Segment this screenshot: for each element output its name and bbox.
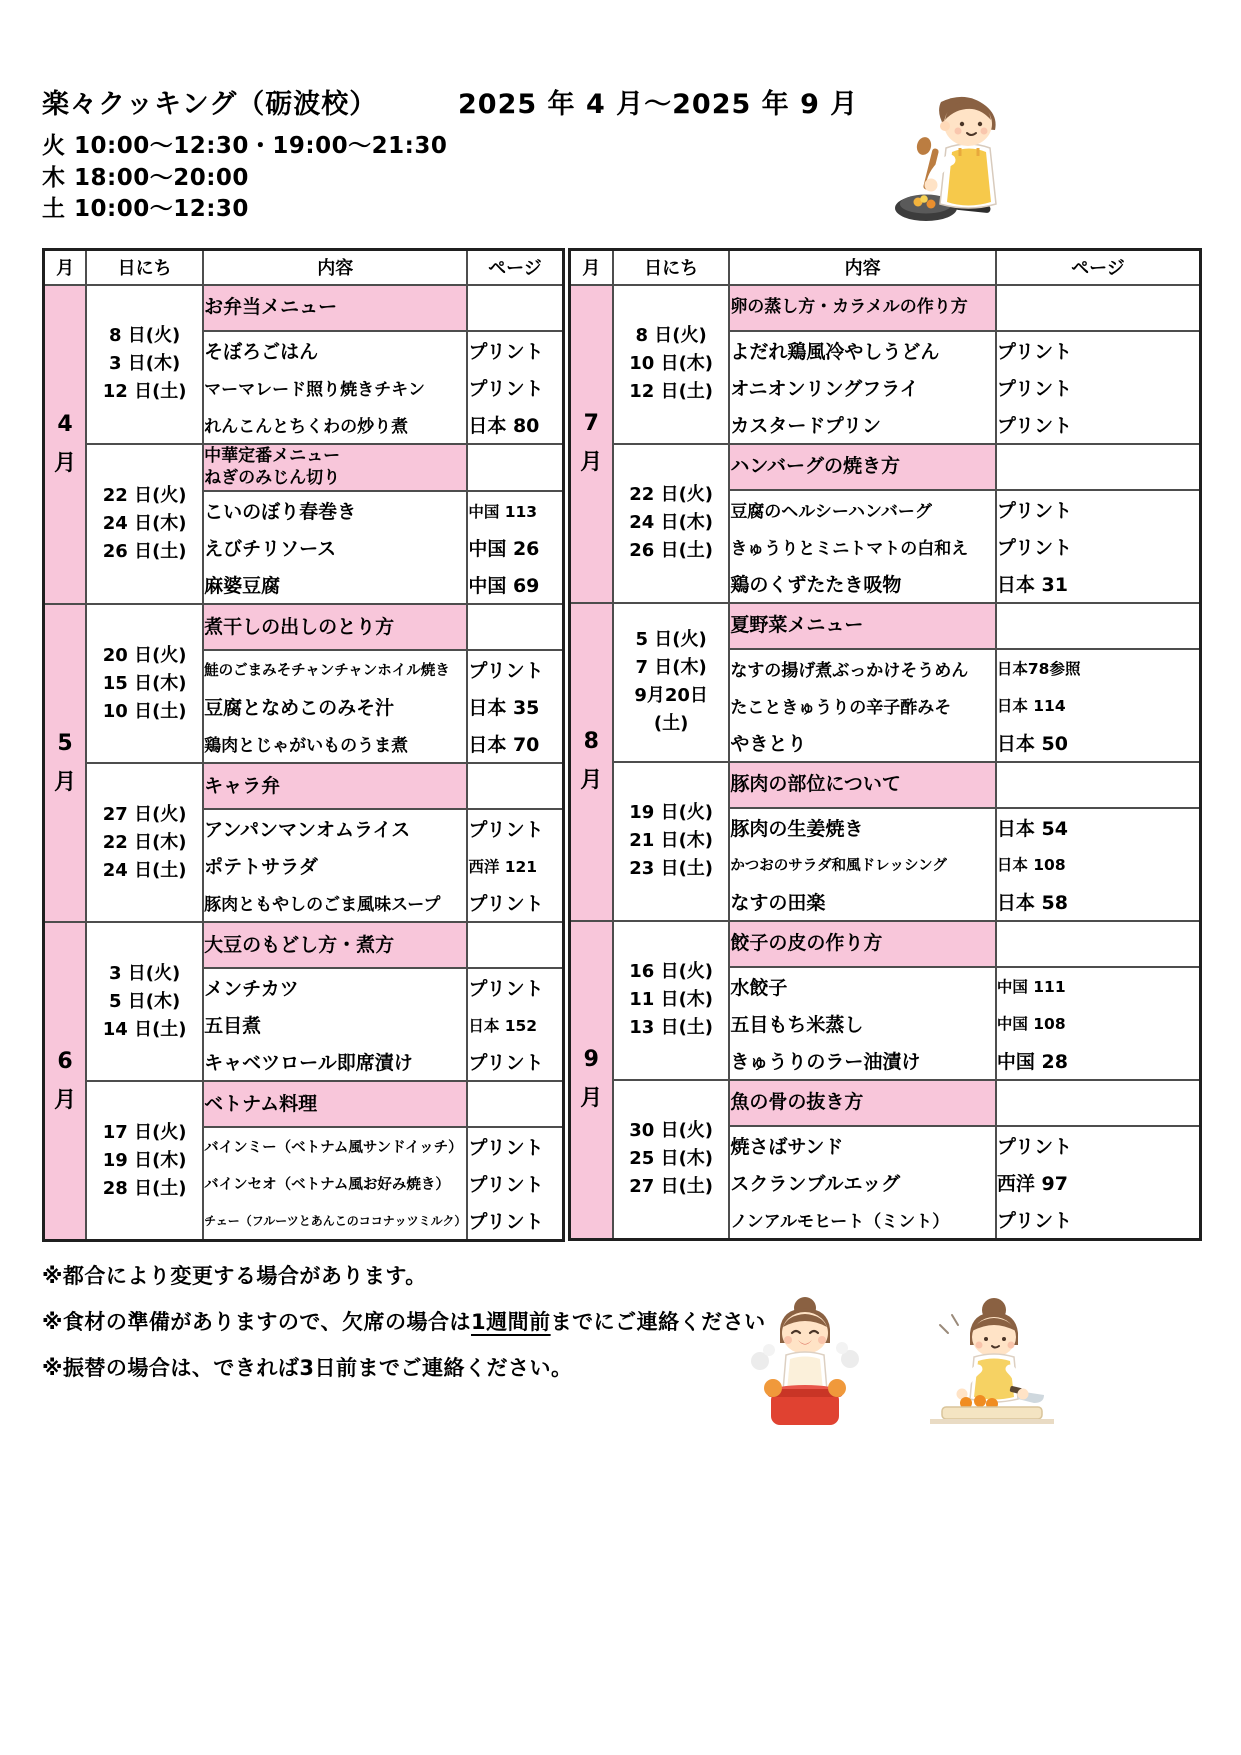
column-header-month: 月 [44, 250, 87, 285]
dates-cell [613, 603, 729, 762]
menu-item: スクランブルエッグ [730, 1172, 901, 1195]
page-ref: 中国 26 [468, 538, 540, 561]
page-ref: 日本 70 [468, 734, 540, 757]
page-cell-empty [467, 604, 563, 650]
menu-item: 豚肉ともやしのごま風味スープ [204, 895, 441, 916]
date-line: 8 日(火) [635, 325, 707, 347]
date-line: 25 日(木) [629, 1148, 714, 1170]
lesson-title-row [569, 762, 1200, 808]
date-line: 22 日(木) [102, 831, 187, 853]
page-ref: プリント [468, 660, 544, 683]
menu-item: やきとり [730, 732, 807, 755]
menu-item: たこときゅうりの辛子酢みそ [730, 697, 952, 718]
dates-cell [86, 444, 203, 605]
page-ref: 日本 114 [996, 697, 1066, 715]
menu-item: 豚肉の生姜焼き [730, 817, 864, 840]
lesson-title-row [569, 444, 1200, 490]
dates-cell [613, 285, 729, 444]
class-time-thursday: 木 18:00～20:00 [42, 164, 249, 191]
note [42, 1260, 1202, 1290]
menu-item: れんこんとちくわの炒り煮 [204, 416, 409, 437]
month-cell: 4 月 [44, 285, 87, 605]
column-header-page: ページ [467, 250, 563, 285]
column-header-page: ページ [996, 250, 1201, 285]
lesson-title-row [569, 603, 1200, 649]
page-ref: 日本 54 [996, 817, 1068, 840]
page-ref: 中国 69 [468, 575, 540, 598]
menu-item: 鶏のくずたたき吸物 [730, 573, 902, 596]
menu-item: なすの田楽 [730, 891, 826, 914]
lesson-title-row [44, 604, 564, 650]
menu-item: アンパンマンオムライス [204, 819, 411, 842]
note-text: までにご連絡ください [550, 1310, 766, 1335]
date-line: 19 日(火) [629, 802, 714, 824]
menu-item: なすの揚げ煮ぶっかけそうめん [730, 660, 969, 681]
menu-item: バインセオ（ベトナム風お好み焼き） [204, 1177, 450, 1194]
lesson-title: キャラ弁 [203, 763, 467, 809]
date-line: 26 日(土) [629, 539, 714, 561]
menu-item: バインミー（ベトナム風サンドイッチ） [204, 1140, 463, 1157]
lesson-title-row [569, 285, 1200, 331]
date-line: 26 日(土) [102, 540, 187, 562]
menu-item: キャベツロール即席漬け [204, 1052, 413, 1075]
page-ref: プリント [996, 499, 1073, 522]
date-line: 9月20日 [634, 685, 708, 706]
page-refs [996, 649, 1201, 762]
column-header-date: 日にち [86, 250, 203, 285]
menu-items [203, 1127, 467, 1241]
menu-item: えびチリソース [204, 538, 337, 561]
page-cell-empty [996, 603, 1201, 649]
lesson-title-row [44, 922, 564, 968]
page-refs [467, 968, 563, 1081]
menu-items [203, 968, 467, 1081]
date-line: 21 日(木) [629, 830, 714, 852]
menu-item: 豆腐となめこのみそ汁 [204, 697, 395, 720]
menu-items [203, 491, 467, 604]
note-text: ※都合により変更する場合があります。 [42, 1264, 427, 1289]
schedule-table-right [568, 248, 1202, 1241]
menu-item: オニオンリングフライ [730, 377, 919, 400]
page-refs [996, 808, 1201, 921]
page-cell-empty [996, 444, 1201, 490]
menu-items [203, 331, 467, 444]
date-line: 7 日(木) [635, 657, 707, 679]
date-line: 24 日(土) [102, 859, 187, 881]
lesson-title: ベトナム料理 [203, 1081, 467, 1127]
page-ref: 西洋 121 [468, 857, 538, 876]
date-line: 3 日(火) [109, 963, 181, 985]
page-ref: 西洋 97 [996, 1172, 1068, 1195]
page-ref: プリント [996, 1209, 1073, 1232]
menu-item: 水餃子 [730, 976, 788, 999]
note-underlined-text: 1週間前 [471, 1310, 551, 1335]
month-cell: 9 月 [569, 921, 613, 1240]
page-cell-empty [467, 922, 563, 968]
date-line: 5 日(木) [109, 990, 181, 1012]
class-time-saturday: 土 10:00～12:30 [42, 196, 249, 223]
class-time-tuesday: 火 10:00～12:30・19:00～21:30 [42, 133, 448, 159]
page-ref: プリント [468, 1211, 544, 1234]
menu-item: そぼろごはん [204, 340, 319, 363]
date-line: 28 日(土) [102, 1177, 187, 1199]
page-refs [467, 1127, 563, 1241]
menu-items [729, 808, 996, 921]
page-cell-empty [996, 285, 1201, 331]
date-line: 15 日(木) [102, 672, 187, 694]
menu-item: きゅうりとミニトマトの白和え [730, 538, 969, 559]
page-cell-empty [467, 1081, 563, 1127]
column-header-content: 内容 [729, 250, 996, 285]
month-cell: 5 月 [44, 604, 87, 922]
column-header-content: 内容 [203, 250, 467, 285]
date-line: 11 日(木) [629, 989, 714, 1011]
menu-items [203, 650, 467, 763]
date-line: 20 日(火) [102, 645, 187, 667]
page-ref: プリント [468, 1174, 544, 1197]
page-ref: プリント [468, 1137, 544, 1160]
lesson-title: 卵の蒸し方・カラメルの作り方 [729, 285, 996, 331]
page-ref: 日本 31 [996, 573, 1068, 596]
menu-items [729, 490, 996, 603]
page-ref: 日本 50 [996, 732, 1068, 755]
date-line: (土) [653, 712, 689, 734]
page-ref: プリント [468, 340, 544, 363]
lesson-title: 中華定番メニュー ねぎのみじん切り [203, 444, 467, 492]
menu-item: ポテトサラダ [204, 856, 318, 879]
date-line: 27 日(土) [629, 1175, 714, 1197]
lesson-title-row [44, 1081, 564, 1127]
month-cell: 6 月 [44, 922, 87, 1241]
page-cell-empty [996, 1080, 1201, 1126]
date-line: 30 日(火) [629, 1120, 714, 1142]
date-line: 16 日(火) [629, 961, 714, 983]
month-cell: 8 月 [569, 603, 613, 921]
page-refs [996, 967, 1201, 1080]
page-ref: プリント [996, 414, 1073, 437]
lesson-title-row [569, 1080, 1200, 1126]
date-line: 12 日(土) [629, 380, 714, 402]
dates-cell [86, 604, 203, 763]
menu-item: こいのぼり春巻き [204, 501, 357, 524]
page-cell-empty [467, 763, 563, 809]
page-ref: プリント [996, 340, 1073, 363]
page-ref: プリント [468, 893, 544, 916]
note-text: ※食材の準備がありますので、欠席の場合は [42, 1310, 471, 1335]
page-ref: 日本 35 [468, 697, 540, 720]
page-ref: 日本 58 [996, 891, 1068, 914]
date-line: 12 日(土) [102, 380, 187, 402]
page-cell-empty [996, 921, 1201, 967]
date-line: 3 日(木) [109, 353, 181, 375]
page-ref: 中国 28 [996, 1050, 1068, 1073]
page-ref: 中国 113 [468, 502, 538, 521]
page-cell-empty [467, 285, 563, 331]
dates-cell [613, 444, 729, 603]
page-refs [467, 331, 563, 444]
menu-item: きゅうりのラー油漬け [730, 1050, 921, 1073]
class-times [42, 131, 447, 226]
page-ref: 中国 111 [996, 978, 1066, 996]
menu-items [203, 809, 467, 922]
page-ref: 日本78参照 [996, 660, 1081, 678]
menu-item: かつおのサラダ和風ドレッシング [730, 857, 947, 874]
month-cell: 7 月 [569, 285, 613, 603]
note-text: ※振替の場合は、できれば3日前までご連絡ください。 [42, 1356, 573, 1381]
date-line: 10 日(木) [629, 353, 714, 375]
dates-cell [613, 921, 729, 1080]
schedule-period: 2025 年 4 月～2025 年 9 月 [458, 89, 859, 120]
lesson-title: 夏野菜メニュー [729, 603, 996, 649]
man-cooking-illustration [888, 86, 1013, 236]
woman-pot-illustration [746, 1295, 864, 1445]
page-ref: プリント [996, 1135, 1073, 1158]
lesson-title-row [44, 285, 564, 331]
page-cell-empty [996, 762, 1201, 808]
menu-item: よだれ鶏風冷やしうどん [730, 340, 940, 363]
menu-items [729, 331, 996, 444]
page-ref: 中国 108 [996, 1015, 1066, 1033]
date-line: 5 日(火) [635, 629, 707, 651]
page-ref: プリント [996, 377, 1073, 400]
page-ref: プリント [468, 819, 544, 842]
date-line: 24 日(木) [102, 512, 187, 534]
page-ref: プリント [468, 978, 544, 1001]
lesson-title: 魚の骨の抜き方 [729, 1080, 996, 1126]
lesson-title: お弁当メニュー [203, 285, 467, 331]
page-refs [996, 490, 1201, 603]
date-line: 13 日(土) [629, 1016, 714, 1038]
page-refs [996, 1126, 1201, 1240]
date-line: 22 日(火) [629, 484, 714, 506]
page-refs [996, 331, 1201, 444]
page-cell-empty [467, 444, 563, 492]
lesson-title: 大豆のもどし方・煮方 [203, 922, 467, 968]
menu-item: 焼さばサンド [730, 1135, 844, 1158]
menu-items [729, 1126, 996, 1240]
menu-item: 麻婆豆腐 [204, 575, 281, 598]
lesson-title: 餃子の皮の作り方 [729, 921, 996, 967]
lesson-title-row [44, 444, 564, 492]
dates-cell [86, 922, 203, 1081]
page-ref: 日本 80 [468, 414, 540, 437]
date-line: 10 日(土) [102, 700, 187, 722]
menu-item: 五目煮 [204, 1015, 262, 1038]
woman-cutting-illustration [922, 1295, 1057, 1445]
page-ref: プリント [996, 536, 1073, 559]
page-ref: 日本 108 [996, 856, 1066, 874]
menu-items [729, 649, 996, 762]
menu-item: チェー（フルーツとあんこのココナッツミルク） [204, 1214, 467, 1229]
lesson-title: ハンバーグの焼き方 [729, 444, 996, 490]
table-header-row [569, 250, 1200, 285]
menu-item: マーマレード照り焼きチキン [204, 379, 425, 400]
dates-cell [613, 762, 729, 921]
date-line: 23 日(土) [629, 857, 714, 879]
menu-item: メンチカツ [204, 978, 299, 1001]
page-ref: 日本 152 [468, 1016, 538, 1035]
schedule-table-left [42, 248, 565, 1242]
page-refs [467, 809, 563, 922]
column-header-month: 月 [569, 250, 613, 285]
schedule-tables [42, 248, 1202, 1242]
menu-item: 鮭のごまみそチャンチャンホイル焼き [204, 663, 450, 680]
schedule-content [42, 248, 1202, 1398]
menu-item: カスタードプリン [730, 414, 881, 437]
menu-items [729, 967, 996, 1080]
dates-cell [86, 1081, 203, 1241]
dates-cell [86, 285, 203, 444]
lesson-title-row [44, 763, 564, 809]
column-header-date: 日にち [613, 250, 729, 285]
date-line: 22 日(火) [102, 485, 187, 507]
lesson-title: 煮干しの出しのとり方 [203, 604, 467, 650]
page-ref: プリント [468, 377, 544, 400]
page-refs [467, 491, 563, 604]
lesson-title-row [569, 921, 1200, 967]
dates-cell [86, 763, 203, 922]
menu-item: ノンアルモヒート（ミント） [730, 1211, 950, 1232]
page-title: 楽々クッキング（砺波校） [42, 89, 378, 120]
dates-cell [613, 1080, 729, 1240]
menu-item: 五目もち米蒸し [730, 1013, 864, 1036]
page-ref: プリント [468, 1052, 544, 1075]
table-header-row [44, 250, 564, 285]
date-line: 8 日(火) [109, 325, 181, 347]
lesson-title: 豚肉の部位について [729, 762, 996, 808]
menu-item: 鶏肉とじゃがいものうま煮 [204, 736, 409, 757]
date-line: 17 日(火) [102, 1122, 187, 1144]
date-line: 27 日(火) [102, 804, 187, 826]
date-line: 14 日(土) [102, 1018, 187, 1040]
date-line: 24 日(木) [629, 512, 714, 534]
date-line: 19 日(木) [102, 1149, 187, 1171]
menu-item: 豆腐のヘルシーハンバーグ [730, 501, 932, 522]
page-refs [467, 650, 563, 763]
